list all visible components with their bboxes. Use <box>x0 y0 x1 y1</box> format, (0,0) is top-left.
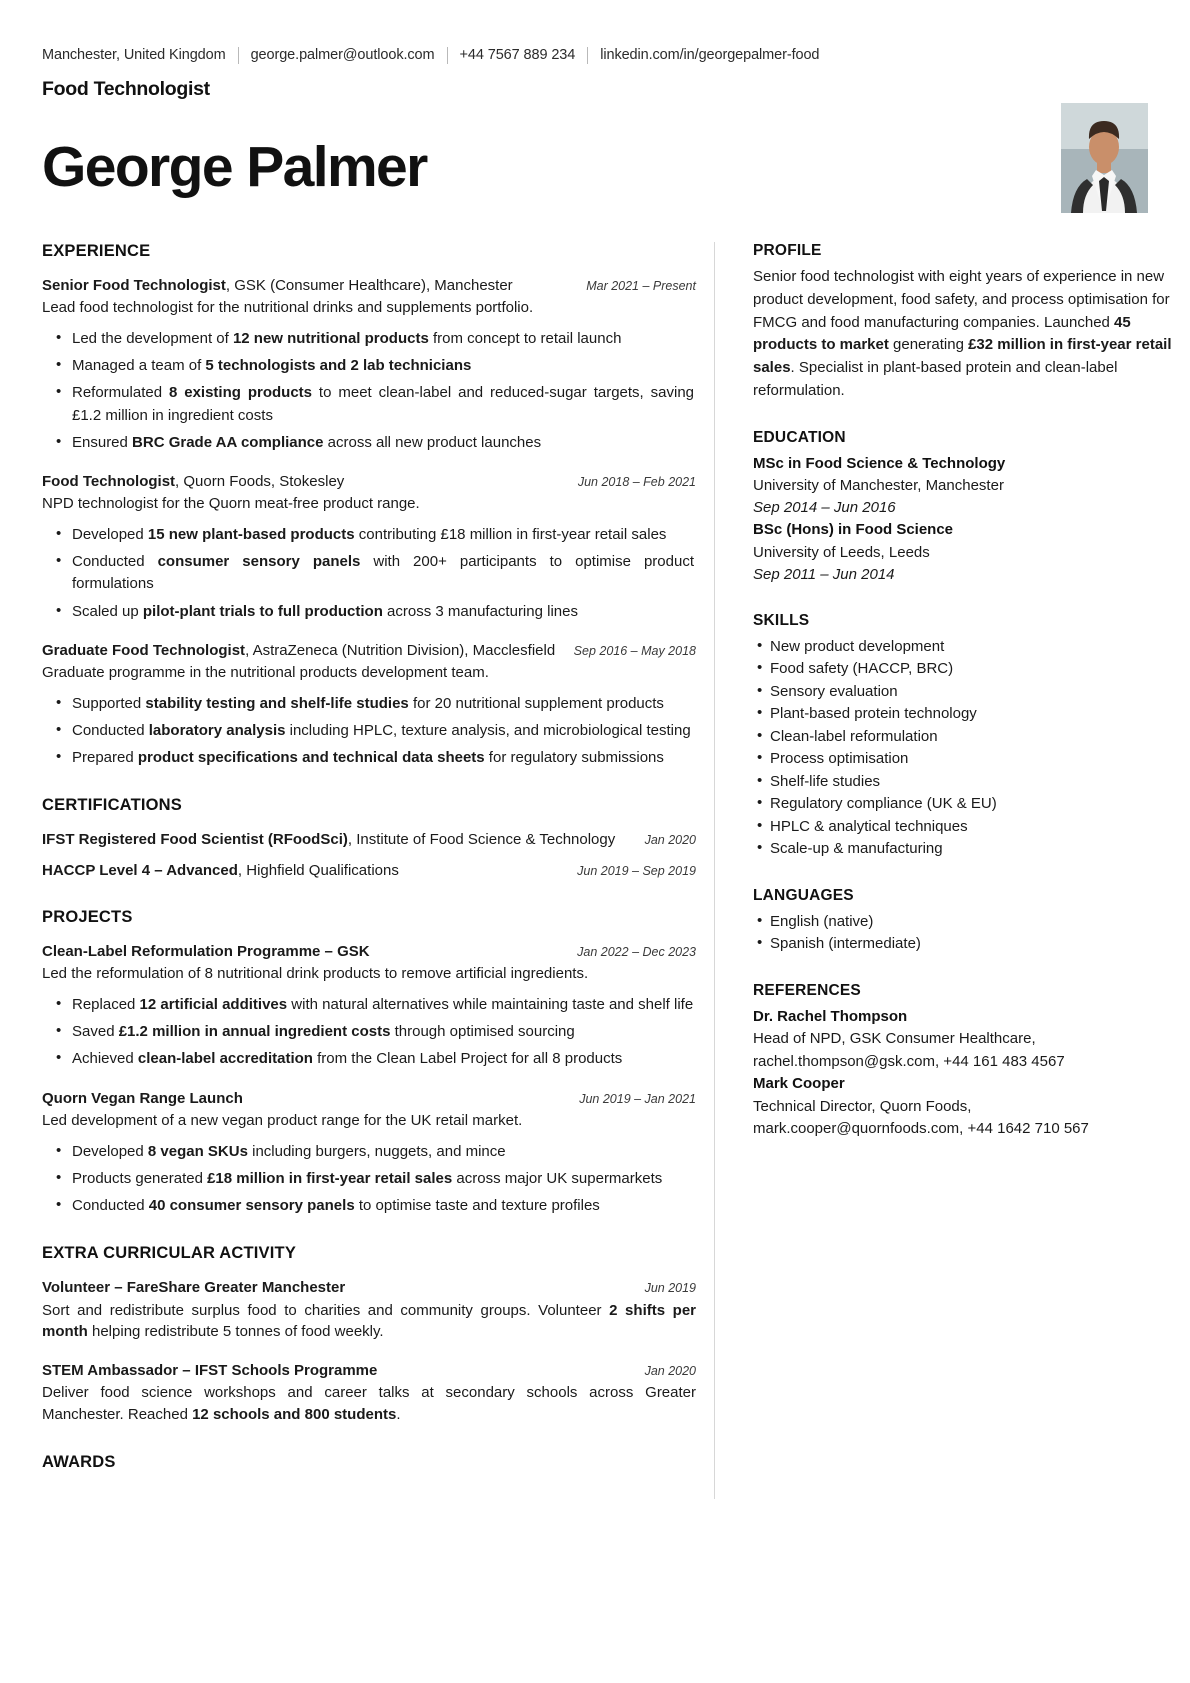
section-profile <box>753 242 1172 403</box>
contact-location: Manchester, United Kingdom <box>42 47 226 63</box>
section-heading-awards: AWARDS <box>42 1452 116 1471</box>
skill-item: • Clean-label reformulation <box>770 726 1172 749</box>
bullet-item: • Ensured BRC Grade AA compliance across all new product launches <box>72 432 696 454</box>
entry-subtitle: Lead food technologist for the nutritional drinks and supplements portfolio. <box>42 299 534 317</box>
entry-experience <box>42 275 696 454</box>
skill-item: • Regulatory compliance (UK & EU) <box>770 793 1172 816</box>
section-heading-projects: PROJECTS <box>42 907 133 926</box>
bullet-list <box>42 524 696 623</box>
bullet-item: • Conducted laboratory analysis including HPLC, texture analysis, and microbiological testing <box>72 720 696 742</box>
skill-item: • HPLC & analytical techniques <box>770 816 1172 839</box>
entry-projects <box>42 1088 696 1218</box>
bullet-item: • Managed a team of 5 technologists and 2 lab technicians <box>72 355 696 377</box>
section-skills <box>753 612 1172 861</box>
entry-date: Mar 2021 – Present <box>586 279 696 293</box>
entry-header <box>42 860 696 881</box>
entry-education <box>753 453 1172 520</box>
skills-list <box>753 636 1172 861</box>
entry-date: Jun 2018 – Feb 2021 <box>577 474 696 489</box>
bullet-item: • Products generated £18 million in first-year retail sales across major UK supermarkets <box>72 1168 696 1190</box>
entry-reference <box>753 1006 1172 1074</box>
contact-phone[interactable]: +44 7567 889 234 <box>459 47 576 63</box>
education-school: University of Leeds, Leeds <box>753 543 930 561</box>
entry-title: Clean-Label Reformulation Programme – GSK <box>42 942 370 960</box>
entry-title: HACCP Level 4 – Advanced, Highfield Qualifications <box>42 861 399 879</box>
section-heading-references: REFERENCES <box>753 981 861 999</box>
section-extra-curricular <box>42 1244 696 1426</box>
entry-date: Sep 2016 – May 2018 <box>573 643 696 658</box>
bullet-item: • Saved £1.2 million in annual ingredient costs through optimised sourcing <box>72 1021 696 1043</box>
bullet-list <box>42 693 696 770</box>
entry-certification <box>42 829 696 850</box>
entry-title: Quorn Vegan Range Launch <box>42 1089 243 1107</box>
skill-item: • Process optimisation <box>770 748 1172 771</box>
bullet-item: • Developed 15 new plant-based products contributing £18 million in first-year retail sales <box>72 524 696 546</box>
bullet-list <box>42 328 696 454</box>
certification-entries <box>42 829 696 881</box>
entry-extra-curricular <box>42 1360 696 1426</box>
entry-header <box>42 471 696 492</box>
education-date: Sep 2014 – Jun 2016 <box>753 499 896 517</box>
bullet-item: • Replaced 12 artificial additives with natural alternatives while maintaining taste and shelf life <box>72 994 696 1016</box>
entry-title: IFST Registered Food Scientist (RFoodSci), Institute of Food Science & Technology <box>42 831 616 849</box>
entry-header <box>42 829 696 850</box>
candidate-name: George Palmer <box>42 135 427 199</box>
entry-header <box>42 640 696 661</box>
contact-divider <box>238 47 239 64</box>
skill-item: • Food safety (HACCP, BRC) <box>770 658 1172 681</box>
language-item: • English (native) <box>770 911 1172 934</box>
entry-reference <box>753 1073 1172 1141</box>
bullet-item: • Developed 8 vegan SKUs including burgers, nuggets, and mince <box>72 1141 696 1163</box>
section-heading-skills: SKILLS <box>753 611 810 629</box>
languages-list <box>753 911 1172 956</box>
section-heading-languages: LANGUAGES <box>753 886 854 904</box>
profile-photo <box>1061 103 1148 213</box>
bullet-item: • Conducted 40 consumer sensory panels to optimise taste and texture profiles <box>72 1195 696 1217</box>
entry-subtitle: Led development of a new vegan product range for the UK retail market. <box>42 1111 523 1129</box>
reference-name: Dr. Rachel Thompson <box>753 1007 908 1025</box>
entry-header <box>42 1360 696 1381</box>
contact-divider <box>587 47 588 64</box>
entry-date: Jun 2019 <box>644 1281 696 1296</box>
profile-text: Senior food technologist with eight years of experience in new product development, food safety, and process optimisation for FMCG and food manufacturing companies. Launched 45 products to market generating £32 million in first-year retail sales. Specialist in plant-based protein and clean-label reformulation. <box>753 268 1172 399</box>
section-heading-certifications: CERTIFICATIONS <box>42 796 182 815</box>
section-heading-education: EDUCATION <box>753 428 846 446</box>
entry-date: Jan 2020 <box>644 833 696 848</box>
entry-date: Jan 2022 – Dec 2023 <box>577 944 696 959</box>
language-item: • Spanish (intermediate) <box>770 933 1172 956</box>
bullet-item: • Achieved clean-label accreditation from the Clean Label Project for all 8 products <box>72 1048 696 1070</box>
contact-linkedin[interactable]: linkedin.com/in/georgepalmer-food <box>600 47 820 63</box>
education-date: Sep 2011 – Jun 2014 <box>753 565 895 583</box>
bullet-item: • Supported stability testing and shelf-life studies for 20 nutritional supplement products <box>72 693 696 715</box>
bullet-list <box>42 1141 696 1218</box>
bullet-item: • Led the development of 12 new nutritional products from concept to retail launch <box>72 328 696 350</box>
entry-experience <box>42 640 696 770</box>
bullet-item: • Conducted consumer sensory panels with 200+ participants to optimise product formulations <box>72 551 696 595</box>
skill-item: • New product development <box>770 636 1172 659</box>
body-columns <box>42 242 1172 1499</box>
entry-header <box>42 1277 696 1298</box>
entry-subtitle: NPD technologist for the Quorn meat-free product range. <box>42 495 420 513</box>
section-education <box>753 429 1172 586</box>
entry-header <box>42 941 696 962</box>
reference-entries <box>753 1006 1172 1141</box>
education-entries <box>753 453 1172 586</box>
entry-experience <box>42 471 696 623</box>
entry-extra-curricular <box>42 1277 696 1343</box>
education-school: University of Manchester, Manchester <box>753 476 1004 494</box>
section-heading-profile: PROFILE <box>753 242 822 259</box>
entry-projects <box>42 941 696 1071</box>
reference-detail: Technical Director, Quorn Foods, mark.cooper@quornfoods.com, +44 1642 710 567 <box>753 1097 1089 1138</box>
entry-education <box>753 519 1172 586</box>
contact-divider <box>447 47 448 64</box>
entry-date: Jun 2019 – Sep 2019 <box>577 863 696 878</box>
contact-email[interactable]: george.palmer@outlook.com <box>250 47 435 63</box>
skill-item: • Plant-based protein technology <box>770 703 1172 726</box>
section-certifications <box>42 796 696 881</box>
side-column <box>714 242 1172 1499</box>
entry-date: Jan 2020 <box>644 1364 696 1378</box>
entry-subtitle: Led the reformulation of 8 nutritional drink products to remove artificial ingredients. <box>42 965 589 983</box>
bullet-item: • Prepared product specifications and technical data sheets for regulatory submissions <box>72 747 696 769</box>
entry-title: Volunteer – FareShare Greater Manchester <box>42 1279 346 1297</box>
entry-certification <box>42 860 696 881</box>
entry-title: Food Technologist, Quorn Foods, Stokesley <box>42 472 345 490</box>
education-degree: BSc (Hons) in Food Science <box>753 521 954 539</box>
skill-item: • Sensory evaluation <box>770 681 1172 704</box>
entry-date: Jun 2019 – Jan 2021 <box>579 1091 696 1106</box>
section-experience <box>42 242 696 769</box>
entry-body: Deliver food science workshops and career talks at secondary schools across Greater Manchester. Reached 12 schools and 800 students. <box>42 1384 696 1424</box>
bullet-item: • Scaled up pilot-plant trials to full production across 3 manufacturing lines <box>72 601 696 623</box>
bullet-item: • Reformulated 8 existing products to meet clean-label and reduced-sugar targets, saving £1.2 million in ingredient costs <box>72 382 696 426</box>
experience-entries <box>42 275 696 769</box>
entry-title: Senior Food Technologist, GSK (Consumer Healthcare), Manchester <box>42 277 513 294</box>
entry-body: Sort and redistribute surplus food to charities and community groups. Volunteer 2 shifts per month helping redistribute 5 tonnes of food weekly. <box>42 1301 696 1341</box>
section-heading-extra-curricular: EXTRA CURRICULAR ACTIVITY <box>42 1244 297 1263</box>
section-languages <box>753 887 1172 956</box>
bullet-list <box>42 994 696 1071</box>
reference-name: Mark Cooper <box>753 1075 845 1093</box>
contact-bar <box>42 44 1148 66</box>
education-degree: MSc in Food Science & Technology <box>753 454 1006 472</box>
section-awards <box>42 1453 696 1472</box>
reference-detail: Head of NPD, GSK Consumer Healthcare, rachel.thompson@gsk.com, +44 161 483 4567 <box>753 1030 1065 1070</box>
project-entries <box>42 941 696 1217</box>
section-references <box>753 982 1172 1141</box>
skill-item: • Shelf-life studies <box>770 771 1172 794</box>
entry-header <box>42 1088 696 1109</box>
main-column <box>42 242 714 1499</box>
entry-title: Graduate Food Technologist, AstraZeneca (Nutrition Division), Macclesfield <box>42 641 556 659</box>
skill-item: • Scale-up & manufacturing <box>770 838 1172 861</box>
entry-title: STEM Ambassador – IFST Schools Programme <box>42 1362 378 1379</box>
section-projects <box>42 908 696 1217</box>
job-role-title: Food Technologist <box>42 78 210 100</box>
entry-header <box>42 275 696 296</box>
section-heading-experience: EXPERIENCE <box>42 242 151 260</box>
entry-subtitle: Graduate programme in the nutritional products development team. <box>42 664 489 682</box>
extra-curricular-entries <box>42 1277 696 1426</box>
